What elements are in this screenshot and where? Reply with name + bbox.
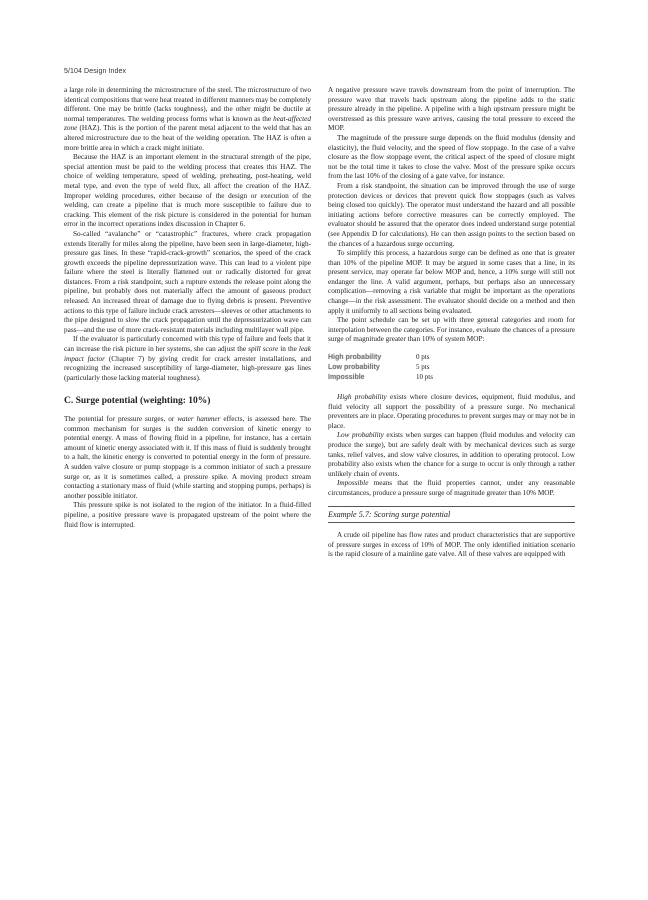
section-heading: C. Surge potential (weighting: 10%): [64, 396, 211, 407]
schedule-level: High probability: [328, 354, 382, 362]
paragraph: Because the HAZ is an important element in the structural strength of the pipe, special attention must be paid to the welding process that creates this HAZ. The choice of welding temperature, speed of welding, preheating, post-heating, weld metal type, and even the type of weld flux, all affect the creation of the HAZ. Improper welding procedures, either because of the design or execution of the welding, can create a pipeline that is much more susceptible to failure due to cracking. This element of the risk picture is considered in the potential for human error in the incorrect operations index discussion in Chapter 6.: [64, 153, 311, 229]
right-column: [328, 86, 575, 560]
point-schedule: [328, 353, 433, 383]
schedule-level: Impossible: [328, 374, 365, 382]
schedule-row: [328, 373, 433, 383]
paragraph: This pressure spike is not isolated to the region of the initiator. In a fluid-filled pipeline, a positive pressure wave is propagated upstream of the point where the fluid flow is interrupted.: [64, 501, 311, 529]
schedule-row: [328, 363, 433, 373]
paragraph: So-called “avalanche” or “catastrophic” fractures, where crack propagation extends literally for miles along the pipeline, have been seen in large-diameter, high-pressure gas lines. In these “rapid-crack-growth” scenarios, the speed of the crack growth exceeds the pipeline depressurization wave. This can lead to a violent pipe failure where the steel is literally flattened out or radically distorted for great distances. From a risk standpoint, such a rupture extends the release point along the pipeline, but probably does not materially affect the amount of gaseous product released. An increased threat of damage due to flying debris is present. Preventive actions to this type of failure include crack arresters—sleeves or other attachments to the pipe designed to slow the crack propagation until the depressurization wave can pass—and the use of more crack-resistant materials including multilayer wall pipe.: [64, 229, 311, 334]
paragraph: Low probability exists when surges can happen (fluid modulus and velocity can produce the surge), but are safely dealt with by mechanical devices such as surge tanks, relief valves, and slow valve closures, in addition to operating protocol. Low probability also exists when the chance for a surge to occur is only through a rather unlikely chain of events.: [328, 431, 575, 478]
schedule-row: [328, 353, 433, 363]
schedule-points: 5 pts: [416, 363, 430, 372]
paragraph: Impossible means that the fluid properties cannot, under any reasonable circumstances, produce a pressure surge of magnitude greater than 10% MOP.: [328, 479, 575, 497]
paragraph: a large role in determining the microstructure of the steel. The microstructure of two identical compositions that were heat treated in different manners may be completely different. One may be brittle (lacks toughness), and the other might be ductile at normal temperatures. The welding process forms what is known as the heat-affected zone (HAZ). This is the portion of the parent metal adjacent to the weld that has an altered microstructure due to the heat of the welding operation. The HAZ is often a more brittle area in which a crack might initiate.: [64, 86, 311, 152]
paragraph: If the evaluator is particularly concerned with this type of failure and feels that it can increase the risk picture in her systems, she can adjust the spill score in the leak impact factor (Chapter 7) by giving credit for crack arrester installations, and recognizing the increased susceptibility of large-diameter, high-pressure gas lines (particularly those lacking material toughness).: [64, 335, 311, 382]
left-column: [64, 86, 311, 530]
paragraph: A negative pressure wave travels downstream from the point of interruption. The pressure wave that travels back upstream along the pipeline adds to the static pressure already in the pipeline. A pipeline with a high upstream pressure might be overstressed as this pressure wave arrives, causing the total pressure to exceed the MOP.: [328, 86, 575, 133]
paragraph: To simplify this process, a hazardous surge can be defined as one that is greater than 10% of the pipeline MOP. It may be argued in some cases that a line, in its present service, may operate far below MOP and, hence, a 10% surge will still not endanger the line. A valid argument, perhaps, but perhaps also an unnecessary complication—removing a risk variable that might be important as the operations change—in the risk assessment. The evaluator should decide on a method and then apply it uniformly to all sections being evaluated.: [328, 249, 575, 315]
schedule-level: Low probability: [328, 364, 380, 372]
example-title: Example 5.7: Scoring surge potential: [328, 506, 575, 524]
page-header: 5/104 Design Index: [64, 68, 127, 75]
schedule-points: 10 pts: [416, 373, 433, 382]
schedule-points: 0 pts: [416, 353, 430, 362]
paragraph: The magnitude of the pressure surge depends on the fluid modulus (density and elasticity), the fluid velocity, and the speed of flow stoppage. In the case of a valve closure as the flow stoppage event, the critical aspect of the speed of closure might not be the total time it takes to close the valve. Most of the pressure spike occurs from the last 10% of the closing of a gate valve, for instance.: [328, 133, 575, 181]
paragraph: High probability exists where closure devices, equipment, fluid modulus, and fluid velocity all support the possibility of a pressure surge. No mechanical preventers are in place. Operating procedures to prevent surges may or may not be in place.: [328, 393, 576, 430]
paragraph: The point schedule can be set up with three general categories and room for interpolation between the categories. For instance, evaluate the chances of a pressure surge of magnitude greater than 10% of system MOP:: [328, 316, 575, 344]
paragraph: From a risk standpoint, the situation can be improved through the use of surge protection devices or devices that prevent quick flow stoppages (such as valves being closed too quickly). The operator must understand the hazard and all possible initiating actions before corrective measures can be correctly employed. The evaluator should be assured that the operator does indeed understand surge potential (see Appendix D for calculations). He can then assign points to the section based on the chances of a hazardous surge occurring.: [328, 181, 575, 248]
paragraph: A crude oil pipeline has flow rates and product characteristics that are supportive of pressure surges in excess of 10% of MOP. The only identified initiation scenario is the rapid closure of a mainline gate valve. All of these valves are equipped with: [328, 531, 575, 559]
paragraph: The potential for pressure surges, or water hammer effects, is assessed here. The common mechanism for surges is the sudden conversion of kinetic energy to potential energy. A mass of flowing fluid in a pipeline, for instance, has a certain amount of kinetic energy associated with it. If this mass of fluid is suddenly brought to a halt, the kinetic energy is converted to potential energy in the form of pressure. A sudden valve closure or pump stoppage is a common initiator of such a pressure surge or, as it is sometimes called, a pressure spike. A moving product stream contacting a stationary mass of fluid (while starting and stopping pumps, perhaps) is another possible initiator.: [64, 415, 312, 500]
